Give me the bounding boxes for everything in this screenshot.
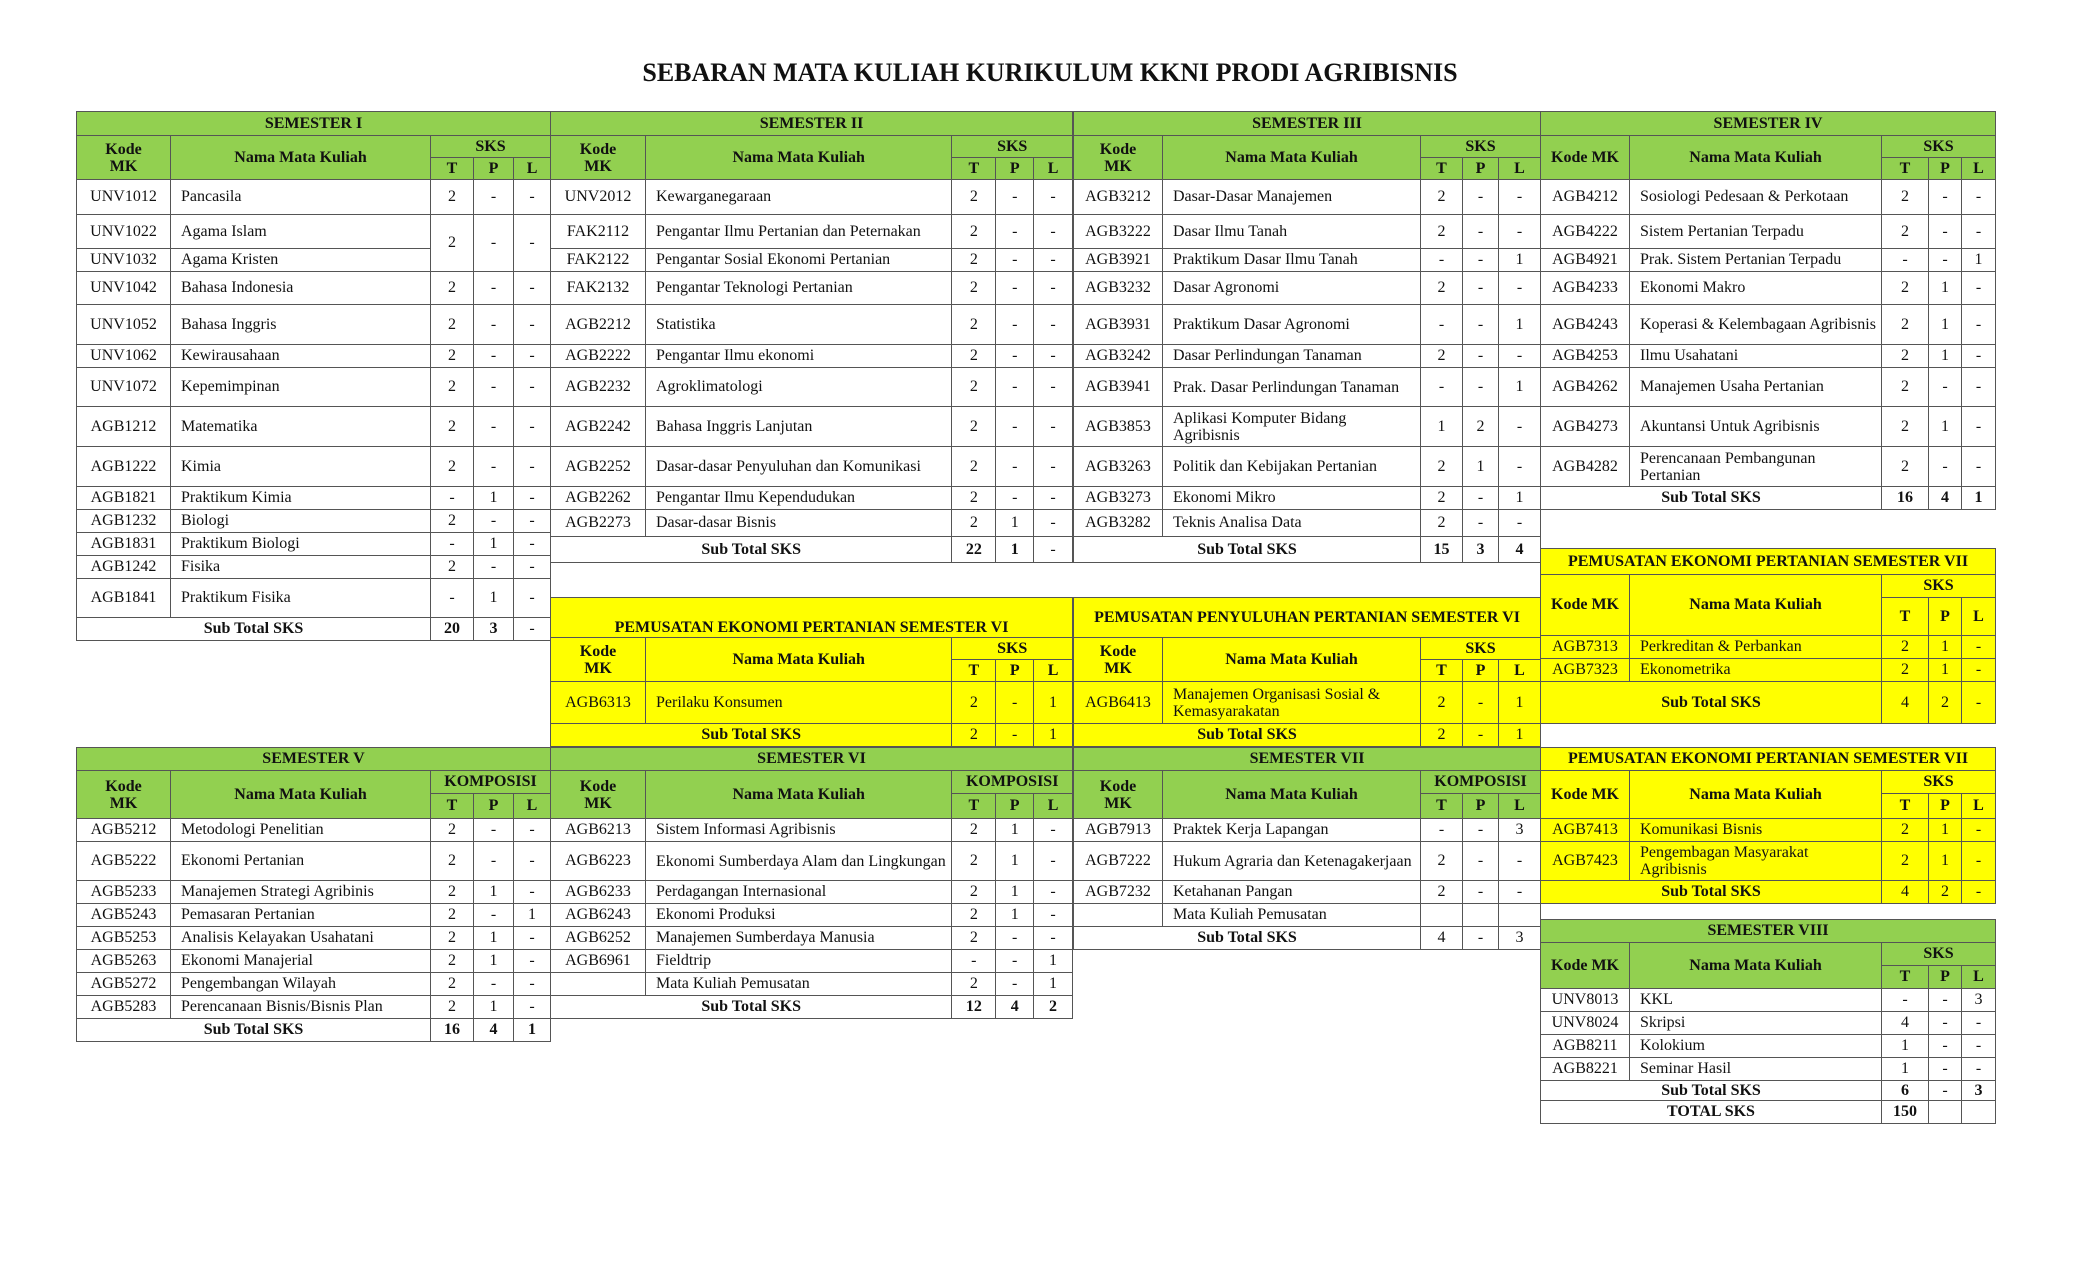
table-row: AGB1212 Matematika 2 - - [77,407,551,447]
table-row: Mata Kuliah Pemusatan 2 - 1 [551,973,1073,996]
header-kode: Kode MK [1541,136,1630,180]
table-row: AGB3931 Praktikum Dasar Agronomi - - 1 [1074,305,1541,345]
table-row: AGB2273 Dasar-dasar Bisnis 2 1 - [551,510,1073,537]
table-row: AGB4282 Perencanaan Pembangunan Pertanian 2 - - [1541,447,1996,487]
table-semester-4 [1540,111,1996,510]
subtotal-row: Sub Total SKS 12 4 2 [551,996,1073,1019]
table-pemusatan-ekonomi-sem7-a [1540,548,1996,724]
subtotal-row: Sub Total SKS 16 4 1 [77,1019,551,1042]
table-semester-3 [1073,111,1541,563]
table-row: AGB2242 Bahasa Inggris Lanjutan 2 - - [551,407,1073,447]
header-t: T [431,158,474,180]
header-t: T [1882,794,1929,819]
table-row: AGB7232 Ketahanan Pangan 2 - - [1074,881,1541,904]
table-row: UNV8024 Skripsi 4 - - [1541,1012,1996,1035]
header-nama: Nama Mata Kuliah [1630,136,1882,180]
header-komposisi: KOMPOSISI [431,771,551,794]
semester-title: SEMESTER VIII [1541,920,1996,943]
header-nama: Nama Mata Kuliah [171,771,431,819]
header-l: L [1962,598,1996,636]
header-sks: SKS [431,136,551,158]
header-p: P [1463,660,1499,682]
table-row: UNV8013 KKL - - 3 [1541,989,1996,1012]
table-row: AGB5212 Metodologi Penelitian 2 - - [77,819,551,842]
table-row: AGB8221 Seminar Hasil 1 - - [1541,1058,1996,1081]
subtotal-row: Sub Total SKS 6 - 3 [1541,1081,1996,1101]
table-pemusatan-penyuluhan-sem6 [1073,597,1541,747]
header-p: P [474,794,514,819]
page-title: SEBARAN MATA KULIAH KURIKULUM KKNI PRODI AGRIBISNIS [642,58,1458,87]
header-kode: Kode MK [77,771,171,819]
header-t: T [952,158,996,180]
header-kode: Kode MK [551,136,646,180]
header-sks: SKS [1421,136,1541,158]
table-pemusatan-ekonomi-sem7-b [1540,747,1996,904]
table-row: AGB4212 Sosiologi Pedesaan & Perkotaan 2 - - [1541,180,1996,215]
header-nama: Nama Mata Kuliah [1163,638,1421,682]
header-t: T [1882,966,1929,989]
subtotal-row: Sub Total SKS 20 3 - [77,618,551,641]
subtotal-row: Sub Total SKS 22 1 - [551,537,1073,563]
table-row: AGB3941 Prak. Dasar Perlindungan Tanaman - - 1 [1074,368,1541,407]
header-l: L [1962,158,1996,180]
header-t: T [1882,158,1929,180]
section-title: PEMUSATAN EKONOMI PERTANIAN SEMESTER VII [1541,748,1996,771]
header-kode: Kode MK [1541,943,1630,989]
header-l: L [1034,158,1073,180]
header-t: T [1421,158,1463,180]
subtotal-row: Sub Total SKS 4 2 - [1541,881,1996,904]
semester-title: SEMESTER I [77,112,551,136]
header-p: P [1463,158,1499,180]
header-l: L [514,158,551,180]
table-row: AGB4262 Manajemen Usaha Pertanian 2 - - [1541,368,1996,407]
semester-title: SEMESTER II [551,112,1073,136]
header-l: L [1499,158,1541,180]
table-row: UNV1012 Pancasila 2 - - [77,180,551,215]
table-row: AGB3232 Dasar Agronomi 2 - - [1074,272,1541,305]
header-t: T [1882,598,1929,636]
header-l: L [1962,794,1996,819]
table-row: AGB4273 Akuntansi Untuk Agribisnis 2 1 - [1541,407,1996,447]
header-l: L [514,794,551,819]
header-nama: Nama Mata Kuliah [645,136,951,180]
table-row: UNV1032 Agama Kristen [77,249,551,272]
header-t: T [1421,660,1463,682]
header-kode: Kode MK [1074,771,1163,819]
table-semester-7 [1073,747,1541,950]
table-row: AGB1841 Praktikum Fisika - 1 - [77,579,551,618]
table-row: AGB1222 Kimia 2 - - [77,447,551,487]
table-row: AGB3242 Dasar Perlindungan Tanaman 2 - - [1074,345,1541,368]
header-kode: Kode MK [551,638,646,682]
subtotal-row: Sub Total SKS 15 3 4 [1074,537,1541,563]
table-row: AGB3273 Ekonomi Mikro 2 - 1 [1074,487,1541,510]
semester-title: SEMESTER III [1074,112,1541,136]
table-row: AGB1232 Biologi 2 - - [77,510,551,533]
table-row: AGB4222 Sistem Pertanian Terpadu 2 - - [1541,215,1996,249]
table-row: AGB7913 Praktek Kerja Lapangan - - 3 [1074,819,1541,842]
table-row: AGB2252 Dasar-dasar Penyuluhan dan Komunikasi 2 - - [551,447,1073,487]
header-sks: SKS [1882,136,1996,158]
header-l: L [1034,794,1073,819]
table-row: AGB6961 Fieldtrip - - 1 [551,950,1073,973]
header-p: P [1929,158,1962,180]
table-semester-5 [76,747,551,1042]
header-p: P [996,158,1034,180]
subtotal-row: Sub Total SKS 4 - 3 [1074,927,1541,950]
table-pemusatan-ekonomi-sem6 [550,597,1073,747]
table-row: UNV1062 Kewirausahaan 2 - - [77,345,551,368]
header-sks: SKS [1882,771,1996,794]
header-komposisi: KOMPOSISI [1421,771,1541,794]
header-kode: Kode MK [1074,638,1163,682]
header-sks: SKS [1882,575,1996,598]
table-row: AGB5272 Pengembangan Wilayah 2 - - [77,973,551,996]
table-row: UNV2012 Kewarganegaraan 2 - - [551,180,1073,215]
table-semester-6 [550,747,1073,1019]
table-row: AGB7423 Pengembagan Masyarakat Agribisnis 2 1 - [1541,842,1996,881]
header-p: P [1929,966,1962,989]
header-sks: SKS [952,136,1073,158]
table-row: Mata Kuliah Pemusatan [1074,904,1541,927]
section-title: PEMUSATAN EKONOMI PERTANIAN SEMESTER VII [1541,549,1996,575]
header-p: P [1929,598,1962,636]
table-row: AGB3282 Teknis Analisa Data 2 - - [1074,510,1541,537]
header-t: T [952,794,996,819]
table-row: AGB5253 Analisis Kelayakan Usahatani 2 1 - [77,927,551,950]
table-semester-8 [1540,919,1996,1124]
semester-title: SEMESTER VII [1074,748,1541,771]
header-komposisi: KOMPOSISI [952,771,1073,794]
table-row: AGB2222 Pengantar Ilmu ekonomi 2 - - [551,345,1073,368]
header-kode: Kode MK [77,136,171,180]
table-row: AGB3212 Dasar-Dasar Manajemen 2 - - [1074,180,1541,215]
table-row: AGB5233 Manajemen Strategi Agribinis 2 1 - [77,881,551,904]
table-row: AGB3222 Dasar Ilmu Tanah 2 - - [1074,215,1541,249]
table-row: AGB7413 Komunikasi Bisnis 2 1 - [1541,819,1996,842]
table-row: AGB6233 Perdagangan Internasional 2 1 - [551,881,1073,904]
header-p: P [1929,794,1962,819]
table-row: UNV1022 Agama Islam 2 - - [77,215,551,249]
table-row: AGB3263 Politik dan Kebijakan Pertanian 2 1 - [1074,447,1541,487]
table-row: AGB7222 Hukum Agraria dan Ketenagakerjaan 2 - - [1074,842,1541,881]
table-row: AGB4243 Koperasi & Kelembagaan Agribisnis 2 1 - [1541,305,1996,345]
header-p: P [996,794,1034,819]
header-nama: Nama Mata Kuliah [1630,943,1882,989]
table-row: AGB1242 Fisika 2 - - [77,556,551,579]
header-kode: Kode MK [1074,136,1163,180]
semester-title: SEMESTER VI [551,748,1073,771]
section-title: PEMUSATAN PENYULUHAN PERTANIAN SEMESTER VI [1074,598,1541,638]
header-l: L [1499,660,1541,682]
table-row: UNV1052 Bahasa Inggris 2 - - [77,305,551,345]
semester-title: SEMESTER V [77,748,551,771]
section-title: PEMUSATAN EKONOMI PERTANIAN SEMESTER VI [551,598,1073,638]
table-row: AGB6223 Ekonomi Sumberdaya Alam dan Lingkungan 2 1 - [551,842,1073,881]
subtotal-row: Sub Total SKS 4 2 - [1541,682,1996,724]
table-row: AGB6313 Perilaku Konsumen 2 - 1 [551,682,1073,724]
header-p: P [474,158,514,180]
table-row: AGB6413 Manajemen Organisasi Sosial & Kemasyarakatan 2 - 1 [1074,682,1541,724]
header-kode: Kode MK [1541,771,1630,819]
table-row: AGB4233 Ekonomi Makro 2 1 - [1541,272,1996,305]
header-kode: Kode MK [551,771,646,819]
header-nama: Nama Mata Kuliah [645,638,951,682]
table-row: AGB1831 Praktikum Biologi - 1 - [77,533,551,556]
header-l: L [1034,660,1073,682]
header-nama: Nama Mata Kuliah [1630,771,1882,819]
table-row: AGB5222 Ekonomi Pertanian 2 - - [77,842,551,881]
table-row: AGB7313 Perkreditan & Perbankan 2 1 - [1541,636,1996,659]
header-sks: SKS [1421,638,1541,660]
table-row: AGB1821 Praktikum Kimia - 1 - [77,487,551,510]
table-row: AGB6252 Manajemen Sumberdaya Manusia 2 - - [551,927,1073,950]
table-row: AGB6213 Sistem Informasi Agribisnis 2 1 - [551,819,1073,842]
header-l: L [1499,794,1541,819]
header-l: L [1962,966,1996,989]
table-row: AGB3921 Praktikum Dasar Ilmu Tanah - - 1 [1074,249,1541,272]
header-nama: Nama Mata Kuliah [1163,771,1421,819]
header-nama: Nama Mata Kuliah [645,771,951,819]
table-row: AGB2212 Statistika 2 - - [551,305,1073,345]
table-row: AGB5283 Perencanaan Bisnis/Bisnis Plan 2 1 - [77,996,551,1019]
table-row: AGB2262 Pengantar Ilmu Kependudukan 2 - - [551,487,1073,510]
table-row: FAK2112 Pengantar Ilmu Pertanian dan Peternakan 2 - - [551,215,1073,249]
subtotal-row: Sub Total SKS 2 - 1 [551,724,1073,747]
header-nama: Nama Mata Kuliah [1163,136,1421,180]
table-row: FAK2122 Pengantar Sosial Ekonomi Pertanian 2 - - [551,249,1073,272]
header-nama: Nama Mata Kuliah [1630,575,1882,636]
table-row: FAK2132 Pengantar Teknologi Pertanian 2 - - [551,272,1073,305]
table-row: AGB6243 Ekonomi Produksi 2 1 - [551,904,1073,927]
table-row: AGB3853 Aplikasi Komputer Bidang Agribisnis 1 2 - [1074,407,1541,447]
header-t: T [1421,794,1463,819]
header-p: P [1463,794,1499,819]
header-p: P [996,660,1034,682]
subtotal-row: Sub Total SKS 2 - 1 [1074,724,1541,747]
table-row: AGB7323 Ekonometrika 2 1 - [1541,659,1996,682]
total-row: TOTAL SKS 150 [1541,1101,1996,1124]
semester-title: SEMESTER IV [1541,112,1996,136]
table-row: AGB2232 Agroklimatologi 2 - - [551,368,1073,407]
table-row: AGB5243 Pemasaran Pertanian 2 - 1 [77,904,551,927]
header-sks: SKS [952,638,1073,660]
table-row: AGB4921 Prak. Sistem Pertanian Terpadu - - 1 [1541,249,1996,272]
table-row: UNV1042 Bahasa Indonesia 2 - - [77,272,551,305]
table-row: UNV1072 Kepemimpinan 2 - - [77,368,551,407]
table-semester-1 [76,111,551,641]
header-t: T [952,660,996,682]
table-row: AGB8211 Kolokium 1 - - [1541,1035,1996,1058]
header-t: T [431,794,474,819]
subtotal-row: Sub Total SKS 16 4 1 [1541,487,1996,510]
header-nama: Nama Mata Kuliah [171,136,431,180]
table-row: AGB5263 Ekonomi Manajerial 2 1 - [77,950,551,973]
header-kode: Kode MK [1541,575,1630,636]
table-row: AGB4253 Ilmu Usahatani 2 1 - [1541,345,1996,368]
table-semester-2 [550,111,1073,563]
header-sks: SKS [1882,943,1996,966]
